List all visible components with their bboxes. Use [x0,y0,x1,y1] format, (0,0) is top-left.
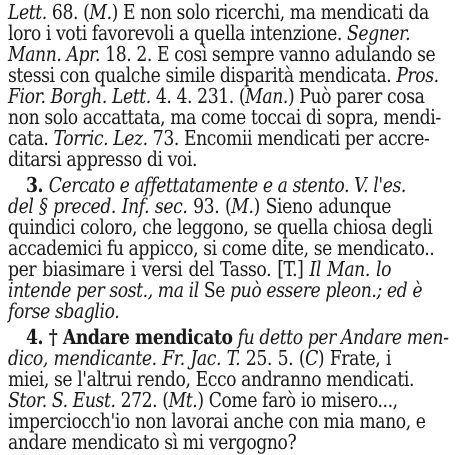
section-headword: 4. † Andare mendicato [26,325,233,349]
text-segment: ) Come farò io misero..., [197,388,398,412]
text-segment: dico, mendicante. Fr. Jac. T. [8,346,241,370]
text-segment: Man. [245,84,288,108]
text-segment: miei, se l'altrui rendo, Ecco andranno mendicati. [8,367,415,391]
text-segment: Se [198,278,231,302]
text-segment: 68. ( [46,0,90,24]
text-segment: M. [89,0,112,24]
text-segment: non solo accattata, ma come toccai di sopra, mendi- [8,105,441,129]
text-segment: Il Man. lo [309,257,392,281]
text-segment: loro i voti favorevoli a quella intenzione. [8,21,347,45]
text-segment: C [305,346,318,370]
section-number: 3. [26,173,49,197]
text-segment: forse sbaglio. [8,299,120,323]
text-segment: 93. ( [187,194,232,218]
text-segment: Mt. [168,388,198,412]
text-segment: può essere pleon.; ed è [230,278,423,302]
text-segment: cata. [8,126,54,150]
text-segment: intende per sost., ma il [8,278,199,302]
text-segment: ) Frate, i [317,346,392,370]
text-segment: 272. ( [115,388,169,412]
text-segment: stessi con qualche simile disparità mendicata. [8,63,397,87]
text-segment: 18. 2. E così sempre vanno adulando se [100,42,436,66]
text-segment: andare mendicato sì mi vergogno? [8,430,297,454]
text-segment: imperciocch'io non lavorai anche con mia mano, e [8,409,426,433]
text-segment: 25. 5. ( [240,346,306,370]
text-segment: Segner. [346,21,411,45]
text-line [8,298,391,324]
text-segment: Torric. Lez. [53,126,148,150]
text-segment: Fior. Borgh. Lett. [8,84,151,108]
text-line [8,429,391,455]
text-segment: Mann. Apr. [8,42,101,66]
text-segment: quindici coloro, che leggono, se quella chiosa degli [8,215,433,239]
text-segment: M. [231,194,254,218]
text-segment: per biasimare i versi del Tasso. [T.] [8,257,310,281]
text-segment: Pros. [396,63,439,87]
text-segment: ) Sieno adunque [253,194,392,218]
text-segment: Stor. S. Eust. [8,388,116,412]
text-segment: ) Può parer cosa [287,84,425,108]
text-segment: ditarsi appresso di voi. [8,147,198,171]
text-line [8,146,391,172]
text-segment: 73. Encomii mendicati per accre- [147,126,430,150]
text-segment: accademici fu appicco, si come dite, se mendicato.. [8,236,435,260]
text-segment: ) E non solo ricerchi, ma mendicati da [111,0,429,24]
text-segment: fu detto per Andare men- [232,325,449,349]
text-segment: 4. 4. 231. ( [150,84,246,108]
text-segment: del § preced. Inf. sec. [8,194,188,218]
text-segment: Lett. [8,0,47,24]
text-segment: Cercato e affettatamente e a stento. V. l'es. [48,173,406,197]
